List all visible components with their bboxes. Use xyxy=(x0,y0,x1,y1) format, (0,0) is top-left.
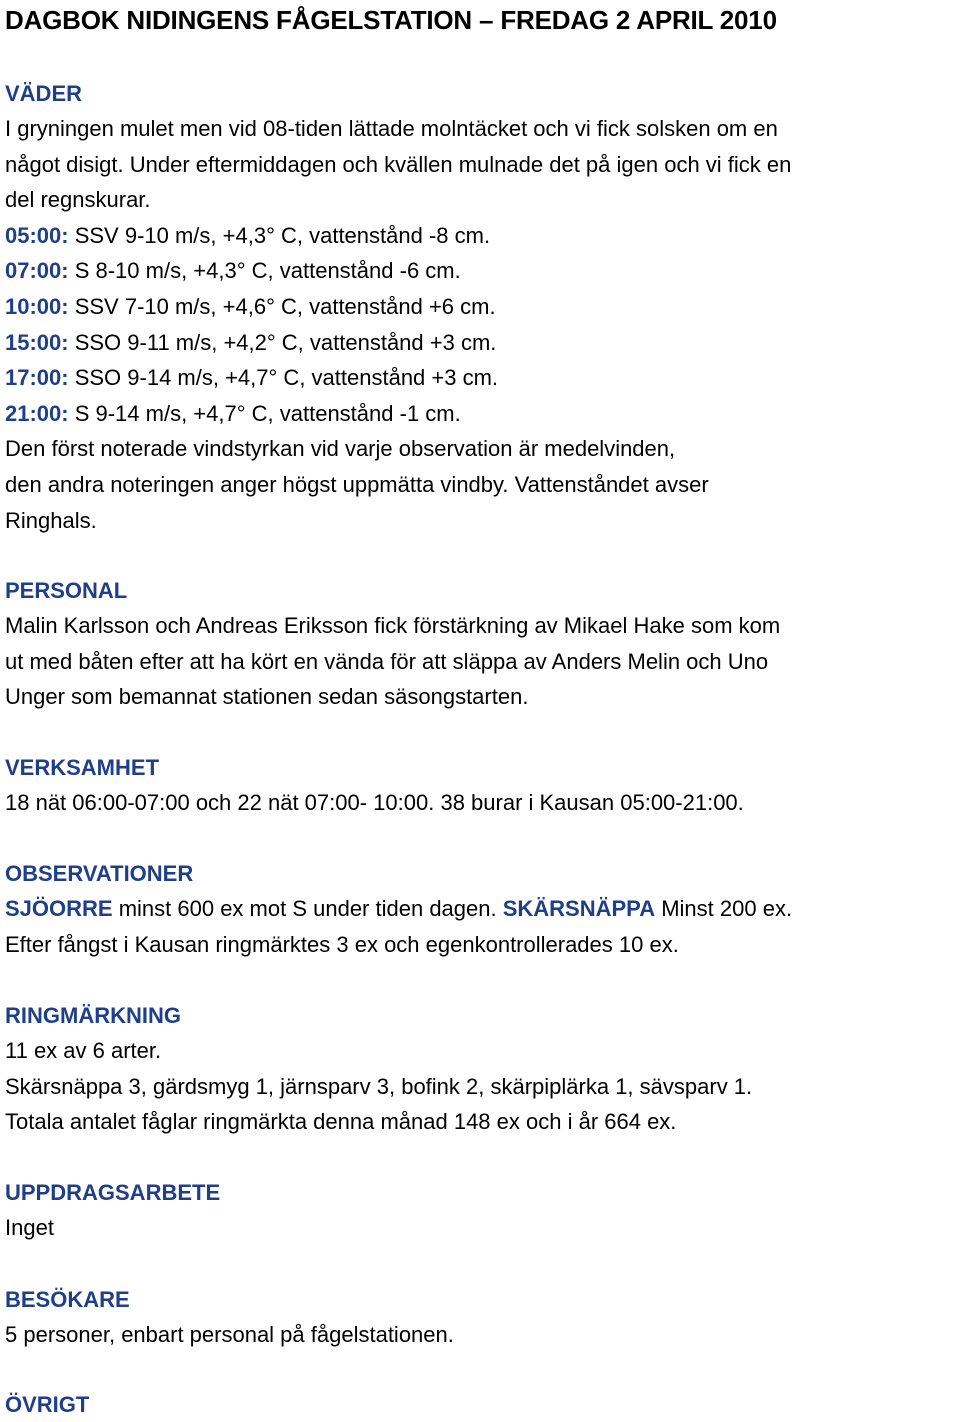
section-heading-weather: VÄDER xyxy=(5,81,83,106)
ringing-line: 11 ex av 6 arter. xyxy=(5,1038,162,1063)
observation-time: 05:00: xyxy=(5,222,69,248)
section-weather xyxy=(5,76,955,538)
section-activity xyxy=(5,750,955,821)
section-heading-activity: VERKSAMHET xyxy=(5,755,160,780)
section-personnel xyxy=(5,573,955,715)
section-other xyxy=(5,1387,955,1422)
personnel-line: ut med båten efter att ha kört en vända för att släppa av Anders Melin och Uno xyxy=(5,648,769,674)
activity-line: 18 nät 06:00-07:00 och 22 nät 07:00- 10:00. 38 burar i Kausan 05:00-21:00. xyxy=(5,790,744,815)
observation-text: SSO 9-14 m/s, +4,7° C, vattenstånd +3 cm. xyxy=(68,365,499,391)
visitors-line: 5 personer, enbart personal på fågelstationen. xyxy=(5,1322,454,1347)
weather-observation xyxy=(5,253,955,289)
section-heading-personnel: PERSONAL xyxy=(5,578,128,603)
weather-observation xyxy=(5,289,955,325)
weather-note-line: den andra noteringen anger högst uppmätta vindby. Vattenståndet avser xyxy=(5,471,709,497)
species-name: SJÖORRE xyxy=(5,896,113,921)
observation-time: 10:00: xyxy=(5,293,69,319)
species-text: Minst 200 ex. xyxy=(655,896,793,921)
weather-note-line: Ringhals. xyxy=(5,507,97,533)
observation-line: Efter fångst i Kausan ringmärktes 3 ex och egenkontrollerades 10 ex. xyxy=(5,931,679,957)
section-heading-observations: OBSERVATIONER xyxy=(5,861,194,886)
observation-time: 07:00: xyxy=(5,258,69,284)
ringing-line: Totala antalet fåglar ringmärkta denna månad 148 ex och i år 664 ex. xyxy=(5,1109,677,1135)
weather-observation xyxy=(5,396,955,432)
personnel-line: Malin Karlsson och Andreas Eriksson fick förstärkning av Mikael Hake som kom xyxy=(5,613,781,638)
observation-time: 15:00: xyxy=(5,329,69,355)
section-heading-other: ÖVRIGT xyxy=(5,1392,90,1417)
ringing-line: Skärsnäppa 3, gärdsmyg 1, järnsparv 3, bofink 2, skärpiplärka 1, sävsparv 1. xyxy=(5,1073,753,1099)
weather-intro-line: I gryningen mulet men vid 08-tiden lättade molntäcket och vi fick solsken om en xyxy=(5,116,778,141)
observation-text: S 9-14 m/s, +4,7° C, vattenstånd -1 cm. xyxy=(68,400,461,426)
section-heading-ringing: RINGMÄRKNING xyxy=(5,1003,181,1028)
weather-observation xyxy=(5,218,955,254)
observation-species-line xyxy=(5,891,955,927)
section-commissioned-work xyxy=(5,1175,955,1246)
observation-text: SSV 7-10 m/s, +4,6° C, vattenstånd +6 cm. xyxy=(68,293,496,319)
page-title: DAGBOK NIDINGENS FÅGELSTATION – FREDAG 2 APRIL 2010 xyxy=(5,5,777,35)
section-observations xyxy=(5,856,955,962)
section-ringing xyxy=(5,998,955,1140)
commissioned-work-line: Inget xyxy=(5,1215,54,1240)
weather-note-line: Den först noterade vindstyrkan vid varje observation är medelvinden, xyxy=(5,436,676,462)
section-visitors xyxy=(5,1282,955,1353)
species-name: SKÄRSNÄPPA xyxy=(502,896,656,921)
weather-intro-line: del regnskurar. xyxy=(5,187,151,213)
observation-text: S 8-10 m/s, +4,3° C, vattenstånd -6 cm. xyxy=(68,258,461,284)
weather-intro-line: något disigt. Under eftermiddagen och kvällen mulnade det på igen och vi fick en xyxy=(5,151,792,177)
observation-time: 17:00: xyxy=(5,365,69,391)
observation-text: SSV 9-10 m/s, +4,3° C, vattenstånd -8 cm. xyxy=(68,222,491,248)
observation-time: 21:00: xyxy=(5,400,69,426)
weather-observation xyxy=(5,325,955,361)
species-text: minst 600 ex mot S under tiden dagen. xyxy=(112,896,503,921)
weather-observation xyxy=(5,360,955,396)
section-heading-commissioned-work: UPPDRAGSARBETE xyxy=(5,1180,221,1205)
observation-text: SSO 9-11 m/s, +4,2° C, vattenstånd +3 cm. xyxy=(68,329,497,355)
personnel-line: Unger som bemannat stationen sedan säsongstarten. xyxy=(5,684,529,710)
section-heading-visitors: BESÖKARE xyxy=(5,1287,130,1312)
